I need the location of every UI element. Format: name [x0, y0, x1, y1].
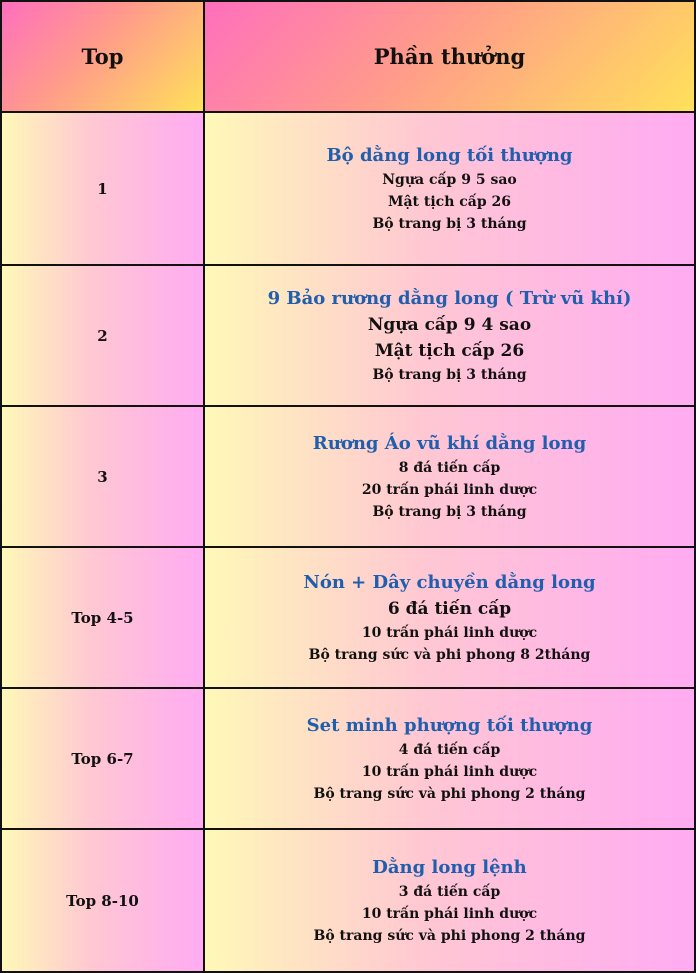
rank-cell: [2, 113, 205, 266]
reward-cell: [205, 689, 694, 830]
reward-title: Set minh phượng tối thượng: [306, 714, 593, 736]
rank-label: 2: [97, 326, 108, 345]
reward-title: Bộ dằng long tối thượng: [326, 144, 573, 166]
reward-item: Mật tịch cấp 26: [374, 340, 525, 361]
rank-label: Top 8-10: [66, 891, 139, 910]
reward-item: Bộ trang bị 3 tháng: [372, 215, 527, 232]
rank-label: 3: [97, 467, 108, 486]
header-reward-label: Phần thưởng: [373, 44, 526, 69]
reward-cell: [205, 830, 694, 971]
reward-item: Bộ trang sức và phi phong 8 2tháng: [308, 646, 591, 663]
reward-item: 20 trấn phái linh dược: [361, 481, 538, 498]
reward-item: Bộ trang sức và phi phong 2 tháng: [313, 927, 586, 944]
reward-cell: [205, 407, 694, 548]
header-reward: [205, 2, 694, 113]
rank-cell: [2, 830, 205, 971]
rank-cell: [2, 548, 205, 689]
rank-cell: [2, 266, 205, 407]
reward-title: 9 Bảo rương dằng long ( Trừ vũ khí): [267, 287, 632, 309]
reward-item: Bộ trang bị 3 tháng: [372, 503, 527, 520]
rank-cell: [2, 407, 205, 548]
reward-cell: [205, 266, 694, 407]
reward-item: 10 trấn phái linh dược: [361, 905, 538, 922]
reward-title: Rương Áo vũ khí dằng long: [312, 432, 587, 454]
reward-item: Ngựa cấp 9 5 sao: [382, 171, 517, 188]
rank-label: Top 4-5: [71, 608, 134, 627]
rank-label: Top 6-7: [71, 749, 134, 768]
reward-item: Ngựa cấp 9 4 sao: [367, 314, 532, 335]
reward-title: Dằng long lệnh: [372, 856, 527, 878]
reward-item: Bộ trang bị 3 tháng: [372, 366, 527, 383]
reward-item: 4 đá tiến cấp: [398, 741, 501, 758]
header-top: [2, 2, 205, 113]
rank-cell: [2, 689, 205, 830]
reward-cell: [205, 548, 694, 689]
reward-item: Bộ trang sức và phi phong 2 tháng: [313, 785, 586, 802]
reward-item: 10 trấn phái linh dược: [361, 763, 538, 780]
reward-item: 10 trấn phái linh dược: [361, 624, 538, 641]
reward-item: 6 đá tiến cấp: [387, 598, 512, 619]
reward-item: 3 đá tiến cấp: [398, 883, 501, 900]
reward-item: 8 đá tiến cấp: [398, 459, 501, 476]
rank-label: 1: [97, 179, 108, 198]
reward-cell: [205, 113, 694, 266]
reward-item: Mật tịch cấp 26: [387, 193, 511, 210]
reward-title: Nón + Dây chuyền dằng long: [303, 571, 596, 593]
header-top-label: Top: [81, 44, 124, 69]
